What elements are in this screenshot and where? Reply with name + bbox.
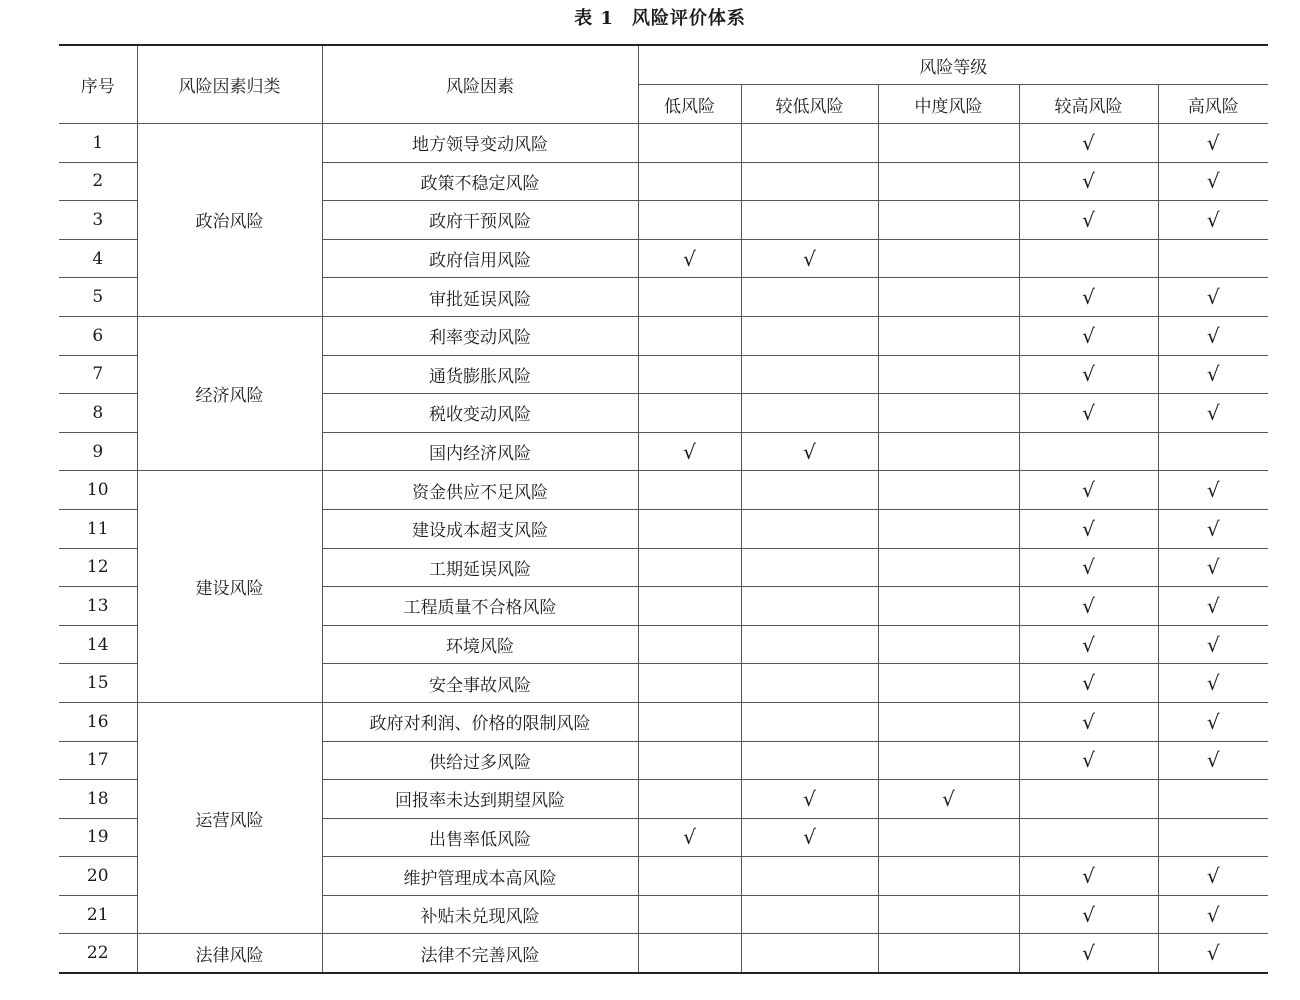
check-mark: √ [741,432,878,471]
check-mark: √ [1158,162,1268,201]
check-mark: √ [878,780,1019,819]
check-mark: √ [1019,162,1158,201]
risk-factor: 环境风险 [322,625,638,664]
check-mark: √ [1158,857,1268,896]
row-seq: 11 [59,509,137,548]
header-level-higher: 较高风险 [1019,85,1158,124]
row-seq: 1 [59,124,137,163]
risk-factor: 供给过多风险 [322,741,638,780]
row-seq: 19 [59,818,137,857]
risk-factor: 地方领导变动风险 [322,124,638,163]
row-seq: 7 [59,355,137,394]
risk-factor: 法律不完善风险 [322,934,638,973]
header-level-medium: 中度风险 [878,85,1019,124]
check-mark: √ [1158,124,1268,163]
check-mark: √ [638,818,741,857]
table-row [59,124,1268,163]
risk-factor: 审批延误风险 [322,278,638,317]
row-seq: 15 [59,664,137,703]
empty-cell [638,625,741,664]
empty-cell [741,548,878,587]
risk-factor: 出售率低风险 [322,818,638,857]
empty-cell [638,702,741,741]
row-seq: 4 [59,239,137,278]
row-seq: 14 [59,625,137,664]
empty-cell [878,394,1019,433]
empty-cell [638,162,741,201]
empty-cell [638,741,741,780]
check-mark: √ [741,818,878,857]
empty-cell [638,509,741,548]
table-caption: 风险评价体系 [631,8,746,29]
table-row [59,702,1268,741]
table-body [59,124,1268,974]
check-mark: √ [1158,625,1268,664]
row-seq: 16 [59,702,137,741]
empty-cell [741,702,878,741]
empty-cell [638,548,741,587]
empty-cell [741,664,878,703]
check-mark: √ [1019,394,1158,433]
empty-cell [878,124,1019,163]
empty-cell [878,741,1019,780]
empty-cell [638,316,741,355]
risk-factor: 工程质量不合格风险 [322,587,638,626]
check-mark: √ [1158,316,1268,355]
risk-factor: 政府干预风险 [322,201,638,240]
empty-cell [878,162,1019,201]
check-mark: √ [1019,124,1158,163]
risk-factor: 国内经济风险 [322,432,638,471]
empty-cell [741,162,878,201]
header-factor: 风险因素 [322,45,638,124]
row-seq: 6 [59,316,137,355]
check-mark: √ [638,432,741,471]
empty-cell [1158,780,1268,819]
risk-factor: 资金供应不足风险 [322,471,638,510]
empty-cell [741,741,878,780]
empty-cell [638,934,741,973]
row-seq: 2 [59,162,137,201]
risk-factor: 工期延误风险 [322,548,638,587]
check-mark: √ [1158,471,1268,510]
risk-evaluation-table [59,44,1268,974]
check-mark: √ [741,239,878,278]
check-mark: √ [1158,509,1268,548]
empty-cell [741,509,878,548]
empty-cell [1019,239,1158,278]
empty-cell [741,934,878,973]
row-seq: 10 [59,471,137,510]
risk-factor: 安全事故风险 [322,664,638,703]
table-row [59,316,1268,355]
risk-factor: 政府信用风险 [322,239,638,278]
check-mark: √ [1019,201,1158,240]
empty-cell [1019,780,1158,819]
empty-cell [638,278,741,317]
check-mark: √ [1019,702,1158,741]
empty-cell [741,278,878,317]
risk-factor: 建设成本超支风险 [322,509,638,548]
row-seq: 5 [59,278,137,317]
empty-cell [878,316,1019,355]
row-seq: 21 [59,895,137,934]
check-mark: √ [638,239,741,278]
row-seq: 9 [59,432,137,471]
row-seq: 8 [59,394,137,433]
row-seq: 22 [59,934,137,973]
empty-cell [741,394,878,433]
empty-cell [878,934,1019,973]
table-row [59,471,1268,510]
check-mark: √ [1158,741,1268,780]
table-number: 表 1 [574,8,614,29]
check-mark: √ [1019,548,1158,587]
row-seq: 12 [59,548,137,587]
risk-factor: 维护管理成本高风险 [322,857,638,896]
empty-cell [741,471,878,510]
empty-cell [878,278,1019,317]
check-mark: √ [1019,625,1158,664]
risk-category: 建设风险 [137,471,322,703]
empty-cell [638,201,741,240]
empty-cell [741,625,878,664]
risk-factor: 政府对利润、价格的限制风险 [322,702,638,741]
header-level-low: 低风险 [638,85,741,124]
check-mark: √ [1158,934,1268,973]
check-mark: √ [1158,548,1268,587]
empty-cell [878,548,1019,587]
risk-category: 法律风险 [137,934,322,973]
risk-factor: 政策不稳定风险 [322,162,638,201]
check-mark: √ [1019,587,1158,626]
row-seq: 3 [59,201,137,240]
empty-cell [741,895,878,934]
row-seq: 18 [59,780,137,819]
empty-cell [638,857,741,896]
empty-cell [1158,239,1268,278]
check-mark: √ [1019,471,1158,510]
check-mark: √ [1019,895,1158,934]
risk-factor: 回报率未达到期望风险 [322,780,638,819]
check-mark: √ [1158,394,1268,433]
empty-cell [1158,818,1268,857]
empty-cell [878,702,1019,741]
empty-cell [878,201,1019,240]
empty-cell [878,625,1019,664]
empty-cell [878,355,1019,394]
check-mark: √ [1158,664,1268,703]
risk-factor: 通货膨胀风险 [322,355,638,394]
check-mark: √ [1019,316,1158,355]
empty-cell [878,587,1019,626]
check-mark: √ [741,780,878,819]
empty-cell [638,780,741,819]
risk-factor: 补贴未兑现风险 [322,895,638,934]
row-seq: 20 [59,857,137,896]
empty-cell [638,471,741,510]
check-mark: √ [1019,741,1158,780]
empty-cell [878,471,1019,510]
check-mark: √ [1019,355,1158,394]
empty-cell [878,239,1019,278]
header-seq: 序号 [59,45,137,124]
header-risk-level: 风险等级 [638,45,1268,85]
check-mark: √ [1019,857,1158,896]
empty-cell [638,664,741,703]
check-mark: √ [1019,934,1158,973]
table-row [59,934,1268,973]
empty-cell [878,509,1019,548]
empty-cell [878,432,1019,471]
check-mark: √ [1158,702,1268,741]
empty-cell [741,857,878,896]
empty-cell [878,857,1019,896]
check-mark: √ [1019,664,1158,703]
risk-category: 政治风险 [137,124,322,317]
empty-cell [878,818,1019,857]
risk-factor: 利率变动风险 [322,316,638,355]
empty-cell [638,895,741,934]
row-seq: 13 [59,587,137,626]
empty-cell [741,124,878,163]
empty-cell [638,394,741,433]
empty-cell [878,895,1019,934]
empty-cell [638,124,741,163]
empty-cell [638,355,741,394]
check-mark: √ [1158,895,1268,934]
empty-cell [1019,432,1158,471]
header-level-high: 高风险 [1158,85,1268,124]
empty-cell [741,201,878,240]
row-seq: 17 [59,741,137,780]
table-title [0,4,1300,30]
empty-cell [1019,818,1158,857]
empty-cell [741,316,878,355]
check-mark: √ [1158,355,1268,394]
empty-cell [1158,432,1268,471]
empty-cell [741,355,878,394]
check-mark: √ [1158,587,1268,626]
empty-cell [741,587,878,626]
risk-factor: 税收变动风险 [322,394,638,433]
check-mark: √ [1158,278,1268,317]
check-mark: √ [1019,509,1158,548]
check-mark: √ [1019,278,1158,317]
risk-category: 经济风险 [137,316,322,470]
header-level-lower: 较低风险 [741,85,878,124]
check-mark: √ [1158,201,1268,240]
empty-cell [638,587,741,626]
header-category: 风险因素归类 [137,45,322,124]
risk-category: 运营风险 [137,702,322,934]
empty-cell [878,664,1019,703]
